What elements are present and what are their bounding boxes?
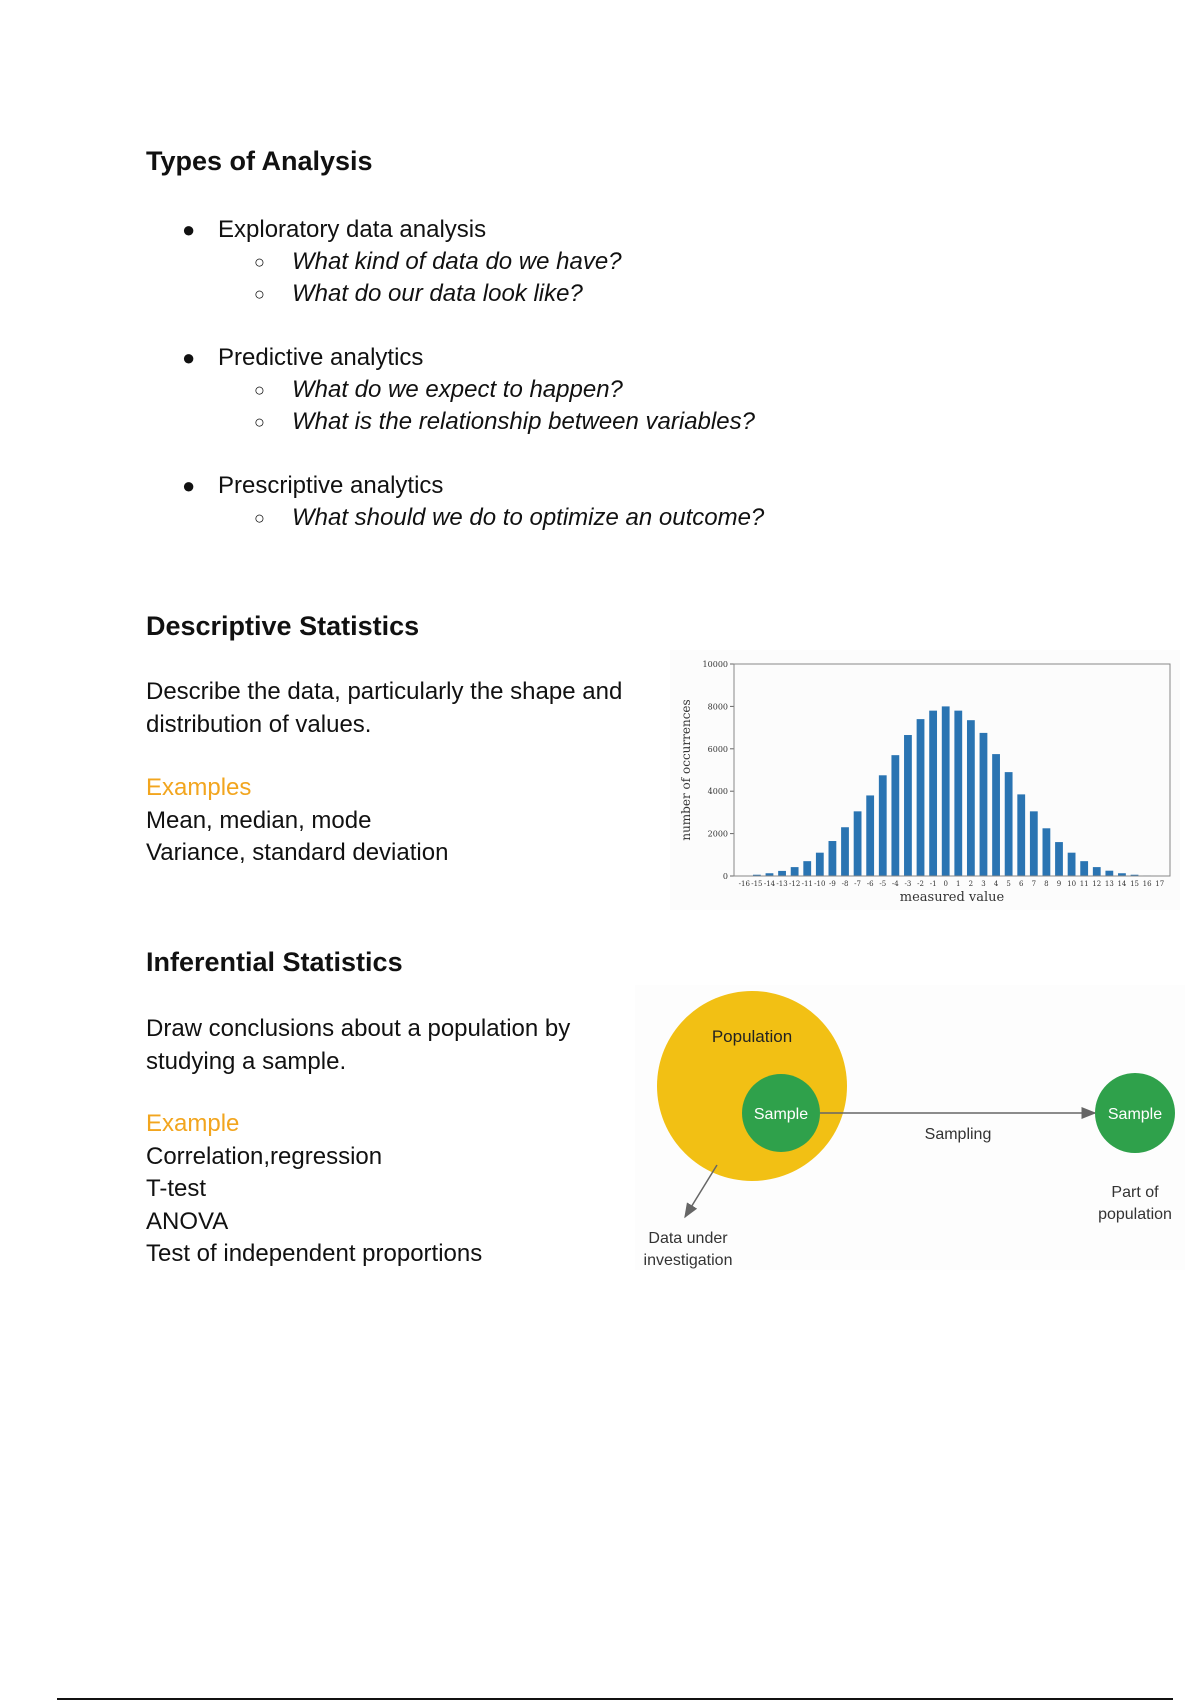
bullet-dot-icon: ● bbox=[182, 473, 196, 498]
bars-layer bbox=[740, 706, 1163, 876]
x-tick-label: 9 bbox=[1056, 880, 1062, 888]
analysis-question: What should we do to optimize an outcome? bbox=[292, 504, 765, 531]
x-tick-label: -13 bbox=[776, 880, 788, 888]
bullet-dot-icon: ● bbox=[182, 217, 196, 242]
bar-13 bbox=[1105, 871, 1113, 876]
description-line: studying a sample. bbox=[146, 1047, 347, 1075]
sampling-label: Sampling bbox=[924, 1126, 992, 1143]
y-tick-label: 2000 bbox=[707, 829, 728, 839]
bar-11 bbox=[1080, 861, 1088, 876]
inferential-statistics-heading: Inferential Statistics bbox=[146, 947, 403, 977]
y-tick-label: 0 bbox=[722, 872, 728, 881]
x-tick-label: 7 bbox=[1031, 880, 1037, 888]
x-tick-label: 6 bbox=[1019, 880, 1024, 888]
example-item: Correlation,regression bbox=[146, 1142, 383, 1170]
x-tick-label: -16 bbox=[738, 880, 750, 888]
description-line: Describe the data, particularly the shape and bbox=[146, 678, 623, 705]
bar-6 bbox=[1017, 794, 1025, 876]
types-of-analysis-heading: Types of Analysis bbox=[146, 146, 373, 176]
sub-bullet-circle-icon: ○ bbox=[254, 380, 265, 400]
x-tick-label: 16 bbox=[1142, 880, 1152, 888]
description-line: Draw conclusions about a population by bbox=[146, 1015, 571, 1042]
analysis-type-label: Prescriptive analytics bbox=[218, 472, 444, 499]
x-tick-label: -15 bbox=[751, 880, 763, 888]
inner-sample-label: Sample bbox=[753, 1106, 809, 1123]
population-circle bbox=[657, 991, 847, 1181]
investigation-arrow bbox=[685, 1165, 717, 1217]
bar--7 bbox=[854, 811, 862, 876]
y-tick-label: 10000 bbox=[702, 660, 728, 669]
analysis-type-label: Predictive analytics bbox=[218, 344, 424, 371]
data-under-investigation-line-1: Data under bbox=[648, 1230, 728, 1247]
y-tick-label: 4000 bbox=[707, 787, 728, 797]
x-tick-label: -1 bbox=[929, 880, 937, 888]
x-tick-label: -8 bbox=[841, 880, 849, 888]
x-tick-label: -3 bbox=[904, 880, 912, 888]
sub-bullet-circle-icon: ○ bbox=[254, 508, 265, 528]
part-of-population-line-1: Part of bbox=[1111, 1184, 1159, 1201]
bar-5 bbox=[1005, 772, 1013, 876]
y-axis-label: number of occurrences bbox=[679, 699, 693, 841]
bar-4 bbox=[992, 754, 1000, 876]
example-item: T-test bbox=[146, 1175, 207, 1202]
x-tick-label: -12 bbox=[789, 880, 801, 888]
bar-3 bbox=[980, 733, 988, 876]
x-tick-label: -7 bbox=[854, 880, 862, 888]
y-tick-label: 8000 bbox=[707, 702, 728, 712]
chart-svg bbox=[670, 650, 1180, 910]
analysis-question: What do we expect to happen? bbox=[292, 376, 623, 403]
bar-2 bbox=[967, 720, 975, 876]
inferential-description bbox=[146, 1013, 570, 1078]
bar-9 bbox=[1055, 842, 1063, 876]
list-item bbox=[182, 342, 1082, 438]
y-ticks-layer bbox=[703, 660, 734, 881]
bar--4 bbox=[891, 755, 899, 876]
bar--6 bbox=[866, 795, 874, 876]
x-tick-label: 5 bbox=[1006, 880, 1011, 888]
descriptive-statistics-heading: Descriptive Statistics bbox=[146, 611, 420, 641]
x-tick-label: 10 bbox=[1067, 880, 1077, 888]
x-tick-label: 14 bbox=[1117, 880, 1127, 888]
bullet-dot-icon: ● bbox=[182, 345, 196, 370]
sub-bullet-circle-icon: ○ bbox=[254, 284, 265, 304]
x-tick-label: 1 bbox=[956, 880, 961, 888]
data-under-investigation-line-2: investigation bbox=[643, 1252, 733, 1269]
example-item: ANOVA bbox=[146, 1207, 229, 1235]
bar-0 bbox=[942, 706, 950, 876]
list-item bbox=[182, 470, 1082, 534]
x-tick-label: -11 bbox=[801, 880, 813, 888]
example-item: Mean, median, mode bbox=[146, 806, 372, 834]
outer-sample-label: Sample bbox=[1107, 1106, 1163, 1123]
x-axis-label: measured value bbox=[899, 890, 1005, 905]
bar-7 bbox=[1030, 811, 1038, 876]
x-tick-label: 13 bbox=[1104, 880, 1114, 888]
description-line: distribution of values. bbox=[146, 710, 372, 738]
descriptive-examples bbox=[146, 772, 448, 870]
list-item bbox=[182, 214, 1082, 310]
analysis-type-label: Exploratory data analysis bbox=[218, 216, 487, 243]
example-label: Example bbox=[146, 1110, 240, 1137]
diagram-svg bbox=[635, 985, 1185, 1270]
normal-distribution-chart bbox=[670, 650, 1180, 910]
x-tick-label: 0 bbox=[943, 880, 948, 888]
bar--8 bbox=[841, 827, 849, 876]
x-tick-label: -5 bbox=[879, 880, 887, 888]
analysis-question: What do our data look like? bbox=[292, 280, 583, 307]
x-tick-label: 12 bbox=[1092, 880, 1102, 888]
bar--10 bbox=[816, 853, 824, 876]
bar--12 bbox=[791, 867, 799, 876]
x-tick-label: -4 bbox=[891, 880, 899, 888]
example-item: Test of independent proportions bbox=[146, 1240, 483, 1267]
bar-10 bbox=[1068, 853, 1076, 876]
x-tick-label: 4 bbox=[993, 880, 999, 888]
analysis-question: What kind of data do we have? bbox=[292, 248, 622, 275]
x-tick-label: 17 bbox=[1155, 880, 1165, 888]
x-tick-label: 11 bbox=[1079, 880, 1089, 888]
x-tick-label: -2 bbox=[917, 880, 924, 888]
examples-label: Examples bbox=[146, 774, 252, 801]
sub-bullet-circle-icon: ○ bbox=[254, 412, 265, 432]
bar--3 bbox=[904, 735, 912, 876]
descriptive-description bbox=[146, 676, 622, 741]
bar-12 bbox=[1093, 867, 1101, 876]
x-tick-label: -10 bbox=[814, 880, 826, 888]
bar--13 bbox=[778, 871, 786, 876]
x-tick-label: -9 bbox=[828, 880, 836, 888]
bar--1 bbox=[929, 711, 937, 876]
bar--9 bbox=[829, 841, 837, 876]
plot-frame bbox=[734, 664, 1170, 876]
inferential-examples bbox=[146, 1108, 482, 1271]
part-of-population-line-2: population bbox=[1098, 1206, 1172, 1223]
x-tick-label: 8 bbox=[1044, 880, 1049, 888]
x-tick-label: 15 bbox=[1130, 880, 1139, 888]
bar--5 bbox=[879, 775, 887, 876]
bar-8 bbox=[1043, 828, 1051, 876]
bar--2 bbox=[917, 719, 925, 876]
y-tick-label: 6000 bbox=[707, 744, 728, 754]
bar--11 bbox=[803, 861, 811, 876]
example-item: Variance, standard deviation bbox=[146, 839, 449, 866]
x-tick-label: -14 bbox=[763, 880, 776, 888]
x-tick-label: 2 bbox=[968, 880, 974, 888]
bar-1 bbox=[954, 711, 962, 876]
sub-bullet-circle-icon: ○ bbox=[254, 252, 265, 272]
population-label: Population bbox=[711, 1027, 793, 1046]
analysis-question: What is the relationship between variables? bbox=[292, 408, 755, 435]
x-tick-label: 3 bbox=[981, 880, 986, 888]
x-ticks-layer bbox=[739, 880, 1165, 888]
x-tick-label: -6 bbox=[866, 880, 874, 888]
population-sample-diagram bbox=[635, 985, 1185, 1270]
